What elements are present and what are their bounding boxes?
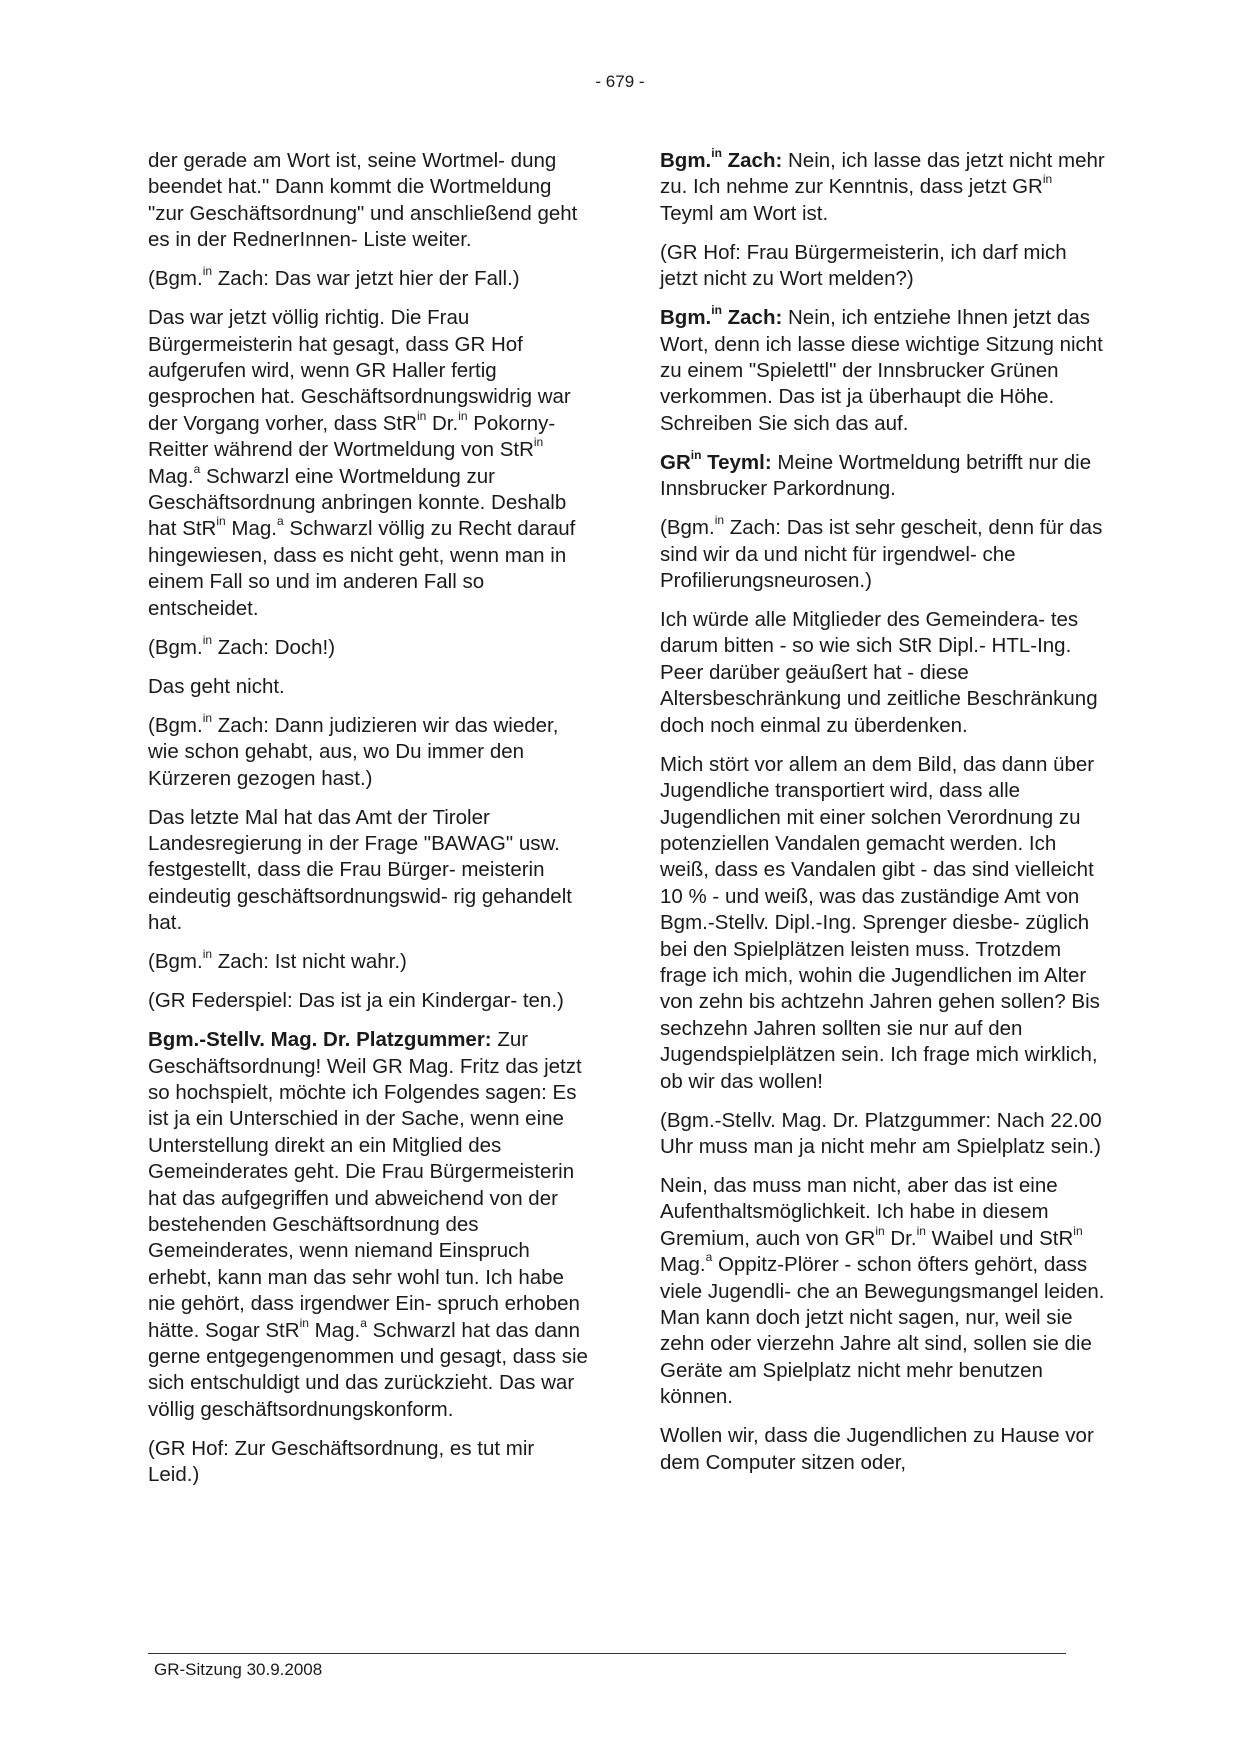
paragraph-text: Mag. [660,1253,706,1277]
superscript: in [202,947,213,962]
paragraph-text: Das letzte Mal hat das Amt der Tiroler Landesregierung in der Frage "BAWAG" usw. festgestellt, dass die Frau Bürger- meisterin eindeutig geschäftsordnungswid- rig gehandelt hat. [148,805,572,935]
superscript: a [193,461,201,476]
superscript: a [705,1250,713,1265]
right-paragraph [660,1108,1106,1161]
paragraph-text: Meine Wortmeldung betrifft nur die Innsbrucker Parkordnung. [660,450,1092,501]
right-paragraph [660,752,1106,1095]
speaker-label: Zach: [721,306,783,330]
superscript: in [916,1223,926,1238]
paragraph-text: Ich würde alle Mitglieder des Gemeindera- tes darum bitten - so wie sich StR Dipl.- HTL-Ing. Peer darüber geäußert hat - diese Altersbeschränkung und zeitliche Beschränkung doch noch einmal zu überdenken. [660,608,1098,737]
paragraph-text: (Bgm. [660,516,715,540]
right-paragraph [660,515,1106,594]
left-paragraph [148,674,588,700]
superscript: in [533,435,544,450]
paragraph-text: (Bgm. [148,635,203,659]
speaker-label: Bgm.-Stellv. Mag. Dr. Platzgummer: [148,1028,492,1052]
speaker-label: GR [660,450,691,474]
paragraph-text: Nein, das muss man nicht, aber das ist eine Aufenthaltsmöglichkeit. Ich habe in diesem Gremium, auch von GR [660,1173,1058,1250]
footer-session-date: GR-Sitzung 30.9.2008 [154,1660,323,1679]
paragraph-text: Mich stört vor allem an dem Bild, das dann über Jugendliche transportiert wird, dass alle Jugendlichen mit einer solchen Verordnung zu potenziellen Vandalen gemacht werden. Ich weiß, dass es Vandalen gibt - das sind vielleicht 10 % - und weiß, was das zuständige Amt von Bgm.-Stellv. Dipl.-Ing. Sprenger diesbe- züglich bei den Spielplätzen leisten muss. Trotzdem frage ich mich, wohin die Jugendlichen im Alter von zehn bis achtzehn Jahren gehen sollen? Bis sechzehn Jahren sollten sie nur auf den Jugendspielplätzen sein. Ich frage mich wirklich, ob wir das wollen! [660,752,1100,1093]
paragraph-text: (Bgm. [148,950,203,974]
superscript: a [360,1315,367,1330]
paragraph-text: Zach: Ist nicht wahr.) [212,950,407,974]
paragraph-text: (Bgm. [148,267,203,291]
paragraph-text: Das war jetzt völlig richtig. Die Frau Bürgermeisterin hat gesagt, dass GR Hof aufgerufen wird, wenn GR Haller fertig gesprochen hat. Geschäftsordnungswidrig war der Vorgang vorher, dass StR [148,306,571,435]
paragraph-text: Zach: Dann judizieren wir das wieder, wie schon gehabt, aus, wo Du immer den Kürzeren gezogen hast.) [148,713,559,790]
left-paragraph [148,266,588,292]
speaker-label: Teyml: [701,450,772,474]
paragraph-text: Schwarzl eine Wortmeldung zur Geschäftsordnung anbringen konnte. Deshalb hat StR [148,464,567,541]
paragraph-text: der gerade am Wort ist, seine Wortmel- dung beendet hat." Dann kommt die Wortmeldung "zur Geschäftsordnung" und anschließend geht es in der RednerInnen- Liste weiter. [148,149,578,252]
paragraph-text: Pokorny-Reitter während der Wortmeldung von StR [148,411,556,462]
right-paragraph [660,1423,1106,1476]
left-paragraph [148,148,588,254]
page-number: - 679 - [595,72,645,91]
superscript: in [458,408,468,423]
superscript: in [690,447,702,462]
superscript: in [299,1315,309,1330]
speaker-label: Bgm. [660,149,712,172]
paragraph-text: Nein, ich entziehe Ihnen jetzt das Wort, denn ich lasse diese wichtige Sitzung nicht zu einem "Spielettl" der Innsbrucker Grünen verkommen. Das ist ja überhaupt die Höhe. Schreiben Sie sich das auf. [660,306,1103,435]
superscript: in [202,632,213,647]
superscript: in [875,1223,885,1238]
speaker-label: Bgm. [660,306,712,330]
right-paragraph [660,447,1106,503]
left-paragraph [148,1027,588,1423]
paragraph-text: (Bgm. [148,713,203,737]
paragraph-text: (GR Hof: Zur Geschäftsordnung, es tut mir Leid.) [148,1436,535,1487]
left-paragraph [148,988,588,1014]
superscript: in [711,303,722,318]
right-paragraph [660,1173,1106,1411]
paragraph-text: Dr. [884,1226,917,1250]
superscript: in [1073,1223,1083,1238]
superscript: in [714,513,725,528]
paragraph-text: Wollen wir, dass die Jugendlichen zu Hause vor dem Computer sitzen oder, [660,1424,1094,1474]
right-paragraph [660,305,1106,437]
paragraph-text: Teyml am Wort ist. [660,201,829,225]
right-column [660,148,1106,1489]
left-column [148,148,588,1501]
superscript: in [416,408,427,423]
superscript: in [711,146,722,160]
paragraph-text: Zur Geschäftsordnung! Weil GR Mag. Fritz das jetzt so hochspielt, möchte ich Folgendes sagen: Es ist ja ein Unterschied in der Sache, wenn eine Unterstellung direkt an ein Mitglied des Gemeinderates geht. Die Frau Bürgermeisterin hat das aufgegriffen und abweichend von der bestehenden Geschäftsordnung des Gemeinderates, wenn niemand Einspruch erhebt, kann man das sehr wohl tun. Ich habe nie gehört, dass irgendwer Ein- spruch erhoben hätte. Sogar StR [148,1028,582,1342]
paragraph-text: Zach: Doch!) [212,635,336,659]
left-paragraph [148,305,588,622]
paragraph-text: Das geht nicht. [148,674,285,698]
superscript: in [202,710,213,725]
superscript: in [1042,172,1053,187]
superscript: a [277,514,284,529]
paragraph-text: Oppitz-Plörer - schon öfters gehört, dass viele Jugendli- che an Bewegungsmangel leiden. Man kann doch jetzt nicht sagen, nur, weil sie zehn oder vierzehn Jahre alt sind, sollen sie die Geräte am Spielplatz nicht mehr benutzen können. [660,1253,1105,1409]
paragraph-text: Nein, ich lasse das jetzt nicht mehr zu. Ich nehme zur Kenntnis, dass jetzt GR [660,149,1105,199]
paragraph-text: Schwarzl hat das dann gerne entgegengenommen und gesagt, dass sie sich entschuldigt und das zurückzieht. Das war völlig geschäftsordnungskonform. [148,1318,588,1421]
paragraph-text: Mag. [308,1318,361,1342]
left-paragraph [148,632,588,661]
superscript: in [216,514,226,529]
superscript: in [202,264,213,279]
footer-divider [148,1653,1066,1654]
left-paragraph [148,805,588,937]
paragraph-text: Zach: Das ist sehr gescheit, denn für das sind wir da und nicht für irgendwel- che Profilierungsneurosen.) [660,516,1103,593]
paragraph-text: Mag. [148,464,194,488]
right-paragraph [660,607,1106,739]
paragraph-text: (GR Hof: Frau Bürgermeisterin, ich darf mich jetzt nicht zu Wort melden?) [660,240,1067,291]
paragraph-text: Zach: Das war jetzt hier der Fall.) [212,267,520,291]
paragraph-text: (GR Federspiel: Das ist ja ein Kindergar- ten.) [148,989,564,1013]
paragraph-text: Dr. [426,411,459,435]
left-paragraph [148,1436,588,1489]
left-paragraph [148,710,588,792]
paragraph-text: Schwarzl völlig zu Recht darauf hingewiesen, dass es nicht geht, wenn man in einem Fall so und im anderen Fall so entscheidet. [148,517,576,620]
paragraph-text: (Bgm.-Stellv. Mag. Dr. Platzgummer: Nach 22.00 Uhr muss man ja nicht mehr am Spielplatz sein.) [660,1108,1102,1158]
right-paragraph [660,240,1106,293]
paragraph-text: Waibel und StR [925,1226,1074,1250]
speaker-label: Zach: [721,149,783,172]
right-paragraph [660,148,1106,227]
paragraph-text: Mag. [225,517,277,541]
left-paragraph [148,949,588,975]
